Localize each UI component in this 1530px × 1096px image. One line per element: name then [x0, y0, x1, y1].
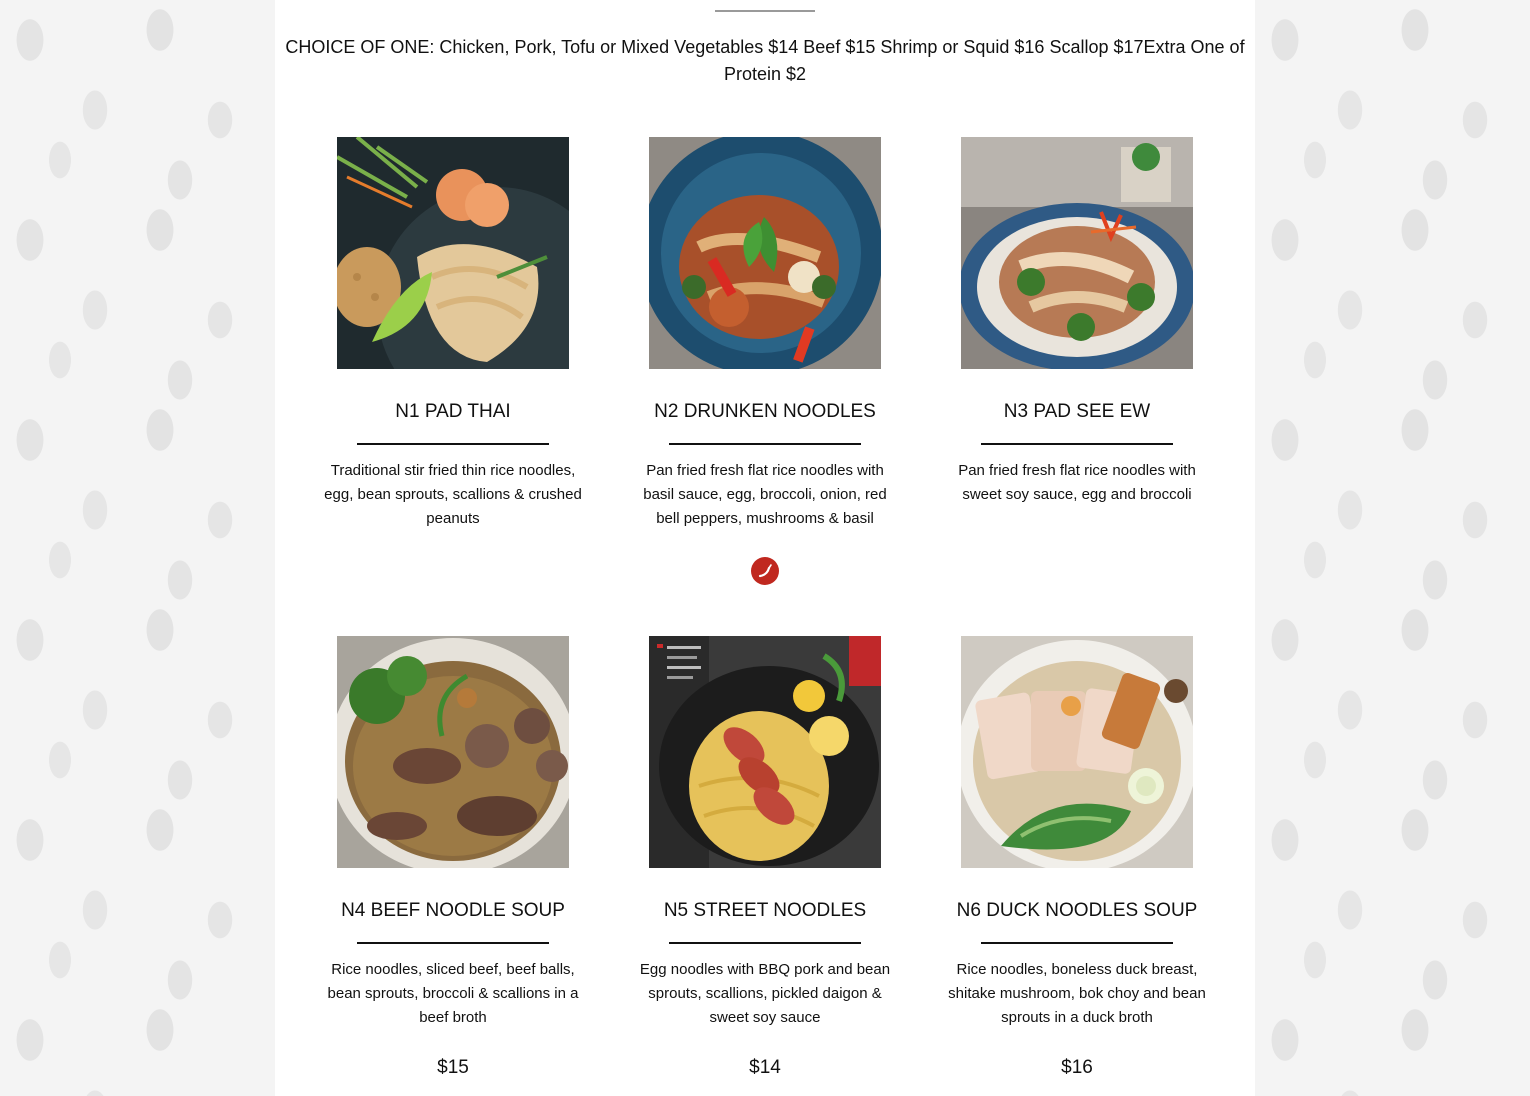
dish-title: N6 DUCK NOODLES SOUP — [956, 900, 1198, 921]
dish-price: $14 — [749, 1057, 781, 1078]
noodles-menu-section — [275, 0, 1255, 1096]
beef-noodle-soup-photo — [337, 636, 569, 868]
dish-price: $16 — [1061, 1057, 1093, 1078]
drunken-noodles-photo — [649, 137, 881, 369]
dish-price: $15 — [437, 1057, 469, 1078]
pad-see-ew-photo — [961, 137, 1193, 369]
title-underline — [357, 443, 549, 445]
title-underline — [669, 443, 861, 445]
pad-thai-photo — [337, 137, 569, 369]
menu-item-n3 — [947, 137, 1207, 507]
title-underline — [357, 942, 549, 944]
title-underline — [981, 942, 1173, 944]
street-noodles-photo — [649, 636, 881, 868]
menu-item-n6 — [947, 636, 1207, 1079]
dish-description: Pan fried fresh flat rice noodles with sweet soy sauce, egg and broccoli — [958, 462, 1196, 503]
menu-item-n2 — [635, 137, 895, 585]
duck-noodle-soup-photo — [961, 636, 1193, 868]
section-divider — [715, 10, 815, 12]
dish-title: N1 PAD THAI — [395, 401, 511, 422]
title-underline — [669, 942, 861, 944]
menu-item-n4 — [323, 636, 583, 1079]
dish-title: N5 STREET NOODLES — [663, 900, 867, 921]
dish-description: Pan fried fresh flat rice noodles with basil sauce, egg, broccoli, onion, red bell peppers, mushrooms & basil — [643, 462, 887, 527]
dish-description: Egg noodles with BBQ pork and bean sprouts, scallions, pickled daigon & sweet soy sauce — [639, 961, 891, 1026]
dish-title: N4 BEEF NOODLE SOUP — [341, 900, 565, 921]
menu-item-n5 — [635, 636, 895, 1079]
dish-title: N2 DRUNKEN NOODLES — [654, 401, 876, 422]
protein-choice-text: CHOICE OF ONE: Chicken, Pork, Tofu or Mixed Vegetables $14 Beef $15 Shrimp or Squid $16 Scallop $17Extra One of Protein $2 — [285, 37, 1245, 84]
dish-description: Rice noodles, sliced beef, beef balls, bean sprouts, broccoli & scallions in a beef broth — [327, 961, 579, 1026]
dish-title: N3 PAD SEE EW — [1003, 401, 1151, 422]
title-underline — [981, 443, 1173, 445]
dish-description: Traditional stir fried thin rice noodles, egg, bean sprouts, scallions & crushed peanuts — [324, 462, 582, 527]
leaf-pattern-left — [0, 0, 275, 1096]
leaf-pattern-right — [1255, 0, 1530, 1096]
dish-description: Rice noodles, boneless duck breast, shitake mushroom, bok choy and bean sprouts in a duck broth — [948, 961, 1206, 1026]
menu-item-n1 — [323, 137, 583, 531]
spicy-icon — [751, 557, 779, 585]
